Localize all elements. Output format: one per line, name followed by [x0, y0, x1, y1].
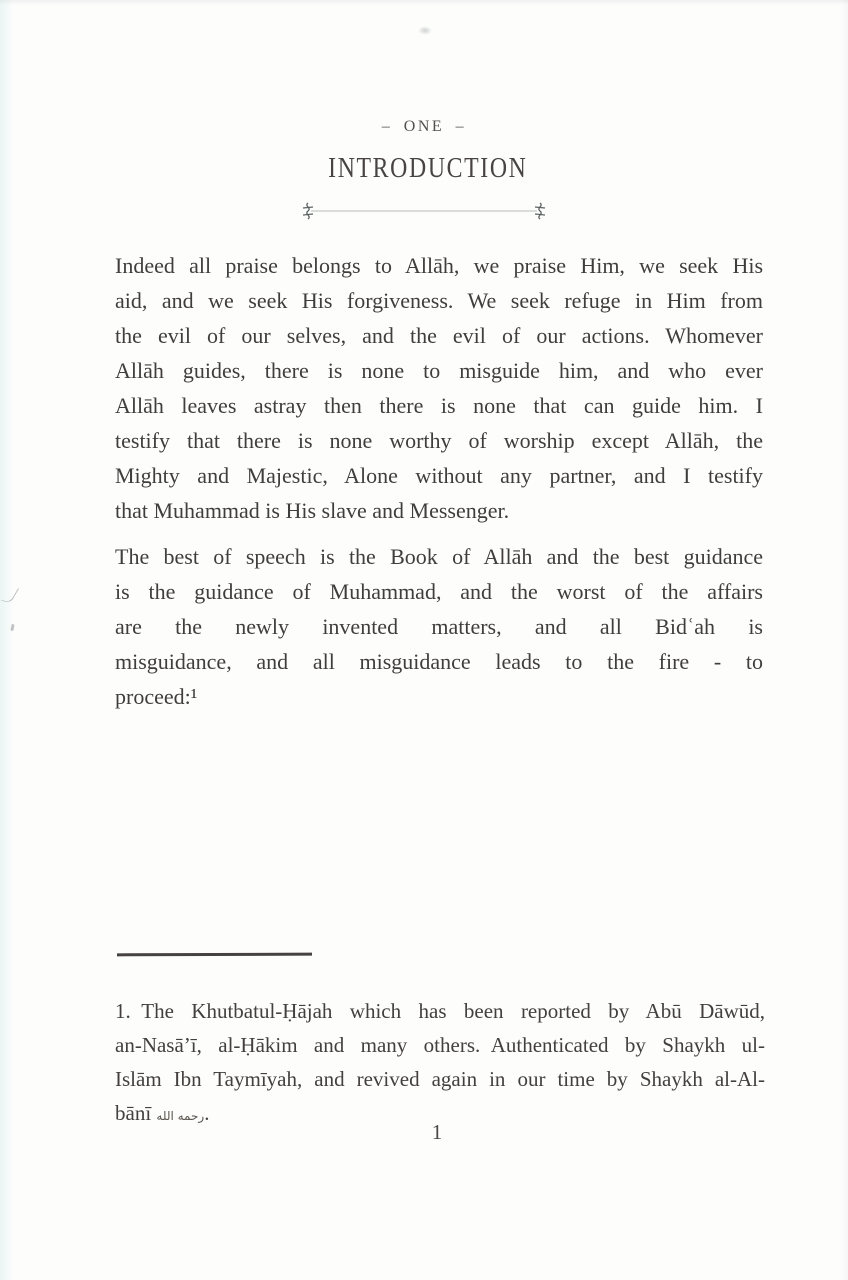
text-line: Allāh leaves astray then there is none that can guide him. I — [115, 393, 763, 418]
text-line: that Muhammad is His slave and Messenger. — [115, 498, 510, 523]
page-number: 1 — [431, 1120, 443, 1144]
text-line: 1. The Khutbatul-Ḥājah which has been reported by Abū Dāwūd, — [115, 999, 765, 1023]
footnote-separator-rule — [117, 953, 312, 957]
paragraph-best-of-speech — [115, 539, 763, 714]
chapter-number-label: – ONE – — [381, 118, 467, 135]
text-line: the evil of our selves, and the evil of our actions. Whomever — [115, 323, 763, 348]
text-line: misguidance, and all misguidance leads to the fire - to — [115, 649, 763, 674]
paragraph-praise — [115, 248, 763, 528]
section-divider — [0, 201, 848, 221]
text-line: are the newly invented matters, and all Bidʿah is — [115, 614, 763, 639]
body-text — [115, 248, 763, 714]
divider-ornament-rule — [299, 201, 549, 221]
chapter-title: INTRODUCTION — [328, 152, 528, 184]
text-line: Mighty and Majestic, Alone without any partner, and I testify — [115, 463, 763, 488]
text-line: is the guidance of Muhammad, and the worst of the affairs — [115, 579, 763, 604]
scan-margin-mark — [10, 624, 14, 631]
text-line: Allāh guides, there is none to misguide him, and who ever — [115, 358, 763, 383]
scan-margin-mark — [1, 585, 19, 603]
text-line: The best of speech is the Book of Allāh and the best guidance — [115, 544, 763, 569]
text-line: aid, and we seek His forgiveness. We seek refuge in Him from — [115, 288, 763, 313]
text-line: testify that there is none worthy of worship except Allāh, the — [115, 428, 763, 453]
footnote-lines — [115, 994, 765, 1096]
scan-speck — [418, 26, 432, 35]
text-line: proceed:¹ — [115, 684, 198, 709]
arabic-honorific-rahimahullah: رحمه الله — [156, 1109, 205, 1123]
footnote — [115, 994, 765, 1133]
text-line: Islām Ibn Taymīyah, and revived again in our time by Shaykh al-Al- — [115, 1067, 765, 1091]
text-line: an-Nasā’ī, al-Ḥākim and many others. Authenticated by Shaykh ul- — [115, 1033, 765, 1057]
footnote-last-line-text: bānī — [115, 1101, 157, 1125]
footnote-last-line-period: . — [204, 1101, 210, 1125]
text-line: Indeed all praise belongs to Allāh, we praise Him, we seek His — [115, 253, 763, 278]
